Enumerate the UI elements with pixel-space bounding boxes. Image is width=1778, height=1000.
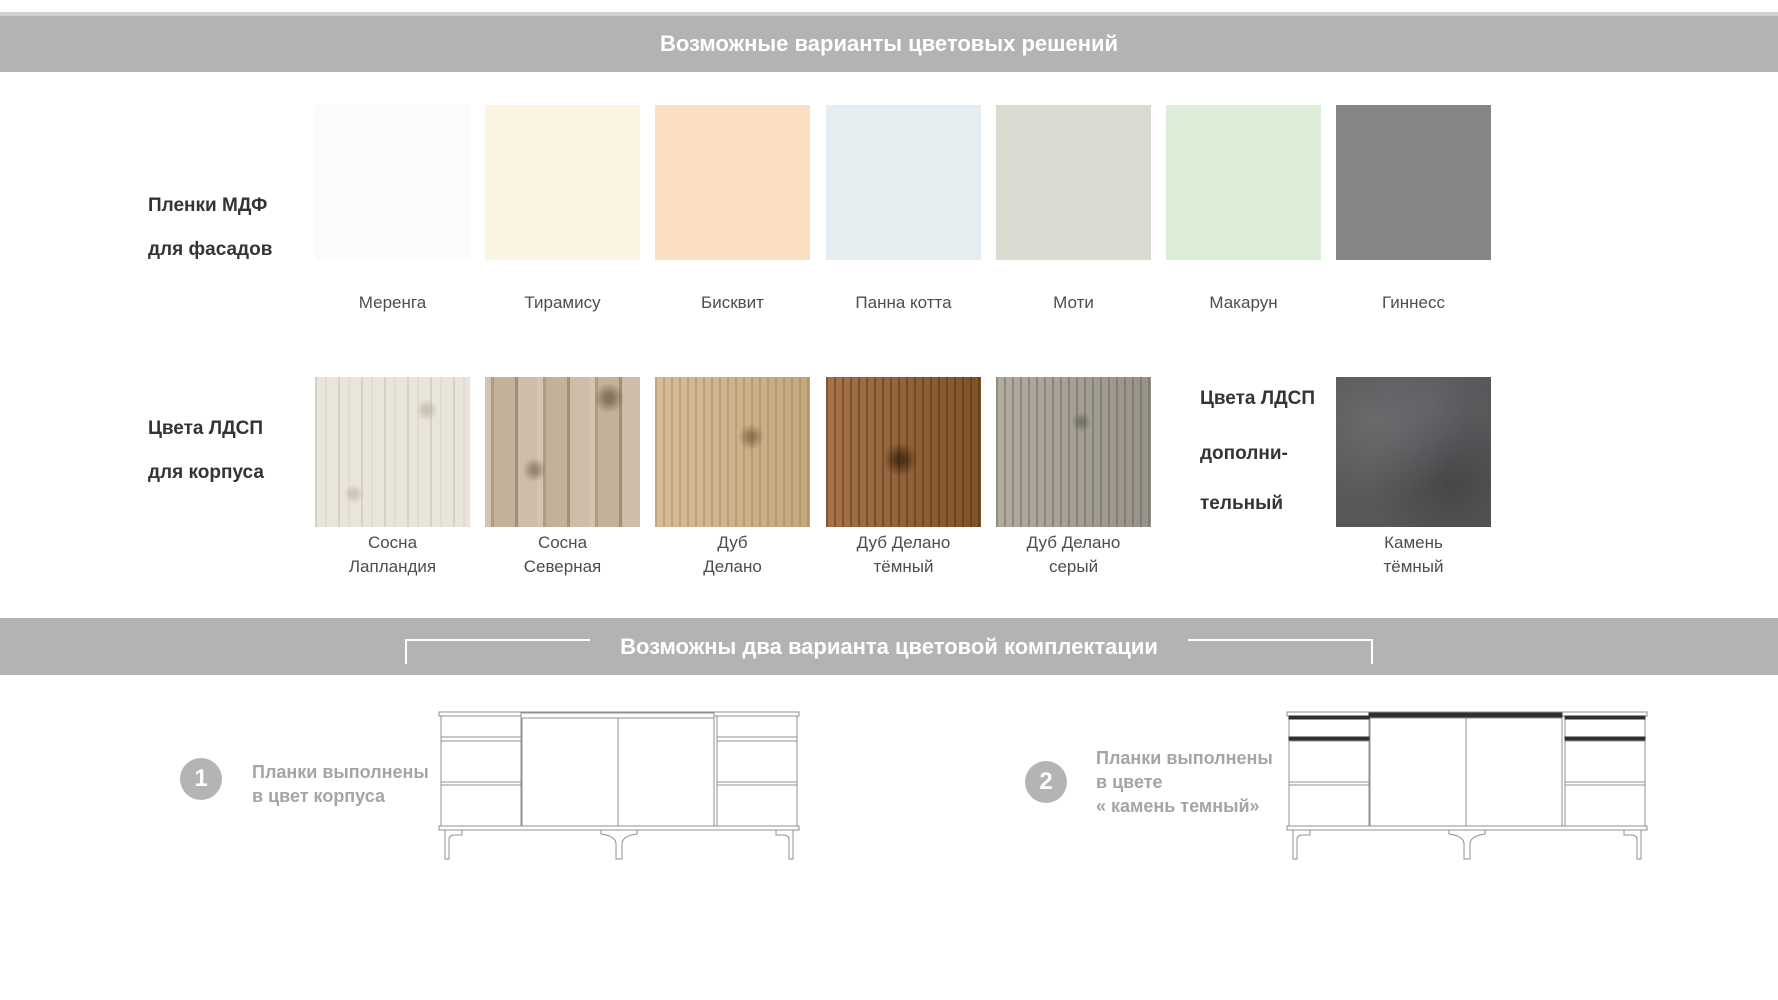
bracket-left-tick (405, 639, 407, 664)
caption-line: Дуб Делано (1026, 533, 1121, 552)
mdf-label-line1: Пленки МДФ (148, 195, 268, 216)
caption-line: Сосна (367, 533, 418, 552)
caption-moti: Моти (1053, 293, 1094, 312)
right-niche-plank (1565, 737, 1645, 741)
swatch-biskvit (655, 105, 810, 260)
bracket-right-line (1188, 639, 1373, 641)
top-banner: Возможные варианты цветовых решений (0, 16, 1778, 72)
variant-2-text-line1: Планки выполнены (1096, 748, 1273, 768)
left-niche-top-plank (1289, 716, 1369, 719)
right-drawer-divider (1565, 782, 1645, 785)
caption-oak-delano-gray (986, 531, 1161, 579)
top-rail-plank (521, 713, 714, 718)
ldsp-extra-label-line3: тельный (1200, 493, 1284, 514)
left-niche-plank (1289, 737, 1369, 741)
caption-merenga: Меренга (358, 293, 427, 312)
ldsp-extra-label-line1: Цвета ЛДСП (1200, 388, 1316, 409)
center-leg (1449, 830, 1485, 859)
sliding-door-left (522, 718, 618, 826)
caption-line: тёмный (873, 557, 934, 576)
sideboard-drawing-variant-2 (1286, 711, 1648, 861)
swatch-oak-delano-dark (826, 377, 981, 527)
variant-2-number: 2 (1025, 761, 1067, 803)
top-rail-plank (1369, 713, 1562, 718)
caption-pine-lapland (305, 531, 480, 579)
left-niche-plank (441, 737, 521, 741)
variant-1-text-line1: Планки выполнены (252, 762, 429, 782)
variant-2-text-line3: « камень темный» (1096, 796, 1260, 816)
ldsp-label-line2: для корпуса (148, 462, 264, 483)
swatch-moti (996, 105, 1151, 260)
caption-line: тёмный (1383, 557, 1444, 576)
swatch-stone-dark (1336, 377, 1491, 527)
caption-line: серый (1048, 557, 1099, 576)
mdf-label-line2: для фасадов (148, 239, 273, 260)
swatch-tiramisu (485, 105, 640, 260)
sliding-door-left (1370, 718, 1466, 826)
caption-tiramisu: Тирамису (524, 293, 601, 312)
swatch-pine-north (485, 377, 640, 527)
caption-stone-dark (1326, 531, 1501, 579)
swatch-merenga (315, 105, 470, 260)
bottom-board (1287, 826, 1647, 830)
swatch-ginness (1336, 105, 1491, 260)
caption-biskvit: Бисквит (701, 293, 764, 312)
left-drawer-divider (441, 782, 521, 785)
right-niche-plank (717, 737, 797, 741)
bracket-right-tick (1371, 639, 1373, 664)
caption-panna-cotta: Панна котта (855, 293, 952, 312)
right-leg (1624, 830, 1641, 859)
swatch-pine-lapland (315, 377, 470, 527)
caption-makarun: Макарун (1209, 293, 1278, 312)
bracket-left-line (405, 639, 590, 641)
center-leg (601, 830, 637, 859)
ldsp-label-line1: Цвета ЛДСП (148, 418, 264, 439)
caption-line: Северная (523, 557, 602, 576)
variant-1-text-line2: в цвет корпуса (252, 786, 385, 806)
caption-line: Лапландия (348, 557, 437, 576)
bottom-banner: Возможны два варианта цветовой комплектации (0, 618, 1778, 675)
swatch-panna-cotta (826, 105, 981, 260)
left-drawer-divider (1289, 782, 1369, 785)
caption-pine-north (475, 531, 650, 579)
right-drawer-divider (717, 782, 797, 785)
swatch-oak-delano (655, 377, 810, 527)
caption-line: Сосна (537, 533, 588, 552)
caption-line: Делано (703, 557, 762, 576)
bottom-board (439, 826, 799, 830)
caption-ginness: Гиннесс (1382, 293, 1445, 312)
variant-2-text (1096, 746, 1273, 818)
left-leg (445, 830, 462, 859)
sideboard-drawing-variant-1 (438, 711, 800, 861)
caption-line: Дуб Делано (856, 533, 951, 552)
right-niche-top-plank (1565, 716, 1645, 719)
variant-1-number: 1 (180, 758, 222, 800)
ldsp-extra-label-line2: дополни- (1200, 443, 1288, 464)
sliding-door-right (1466, 718, 1562, 826)
variant-2-text-line2: в цвете (1096, 772, 1163, 792)
caption-oak-delano (645, 531, 820, 579)
right-leg (776, 830, 793, 859)
swatch-oak-delano-gray (996, 377, 1151, 527)
left-leg (1293, 830, 1310, 859)
caption-oak-delano-dark (816, 531, 991, 579)
caption-line: Камень (1384, 533, 1443, 552)
variant-1-text (252, 760, 429, 808)
sliding-door-right (618, 718, 714, 826)
caption-line: Дуб (717, 533, 748, 552)
swatch-makarun (1166, 105, 1321, 260)
